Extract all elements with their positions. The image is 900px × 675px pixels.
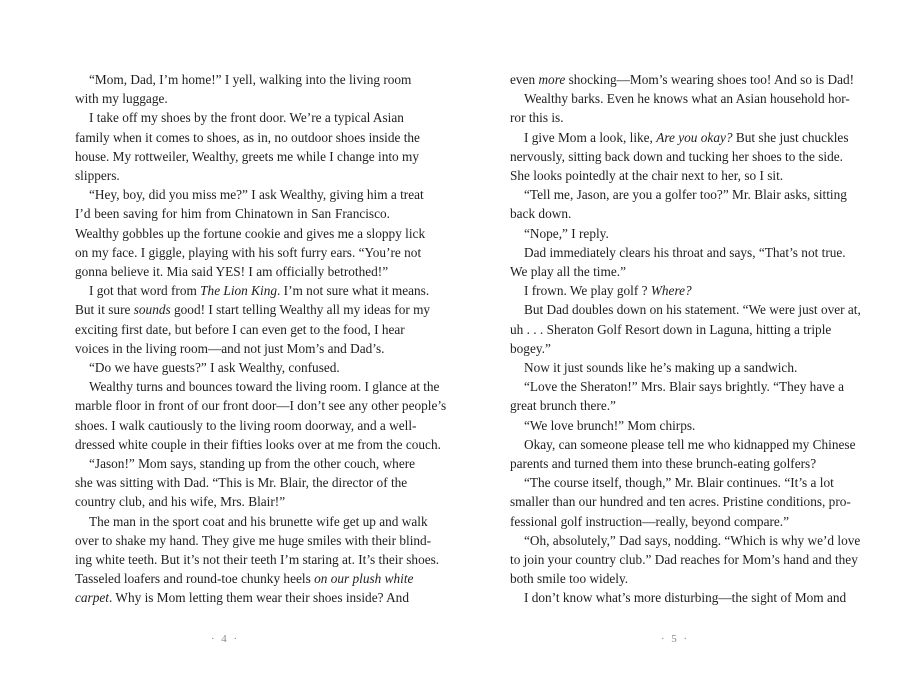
text-line: I frown. We play golf ? Where?	[524, 283, 692, 299]
text-line: But Dad doubles down on his statement. “We were just over at,	[524, 302, 861, 318]
text-line: Now it just sounds like he’s making up a sandwich.	[524, 360, 798, 376]
text-line: I don’t know what’s more disturbing—the sight of Mom and	[524, 590, 847, 606]
text-line: ror this is.	[510, 110, 564, 126]
text-line: “The course itself, though,” Mr. Blair continues. “It’s a lot	[524, 475, 834, 491]
text-line: But it sure sounds good! I start telling Wealthy all my ideas for my	[75, 302, 431, 318]
text-line: over to shake my hand. They give me huge smiles with their blind-	[75, 532, 432, 548]
text-line: even more shocking—Mom’s wearing shoes too! And so is Dad!	[510, 72, 855, 87]
text-line: both smile too widely.	[510, 571, 629, 587]
text-line: parents and turned them into these brunch-eating golfers?	[510, 456, 817, 472]
text-line: house. My rottweiler, Wealthy, greets me while I change into my	[75, 148, 420, 164]
page-number: · 4 ·	[210, 633, 240, 645]
text-line: “Jason!” Mom says, standing up from the other couch, where	[89, 456, 416, 472]
text-line: country club, and his wife, Mrs. Blair!”	[75, 494, 286, 510]
text-line: The man in the sport coat and his brunette wife get up and walk	[89, 513, 428, 529]
text-line: marble floor in front of our front door—I don’t see any other people’s	[75, 398, 447, 414]
text-line: Wealthy turns and bounces toward the living room. I glance at the	[89, 379, 440, 395]
text-line: “Tell me, Jason, are you a golfer too?” Mr. Blair asks, sitting	[524, 187, 847, 203]
text-line: Wealthy gobbles up the fortune cookie and gives me a sloppy lick	[75, 225, 426, 241]
text-line: She looks pointedly at the chair next to her, so I sit.	[510, 168, 784, 184]
text-line: Wealthy barks. Even he knows what an Asian household hor-	[524, 91, 850, 107]
text-line: exciting first date, but before I can even get to the food, I hear	[75, 321, 405, 337]
text-line: “Oh, absolutely,” Dad says, nodding. “Which is why we’d love	[524, 532, 861, 548]
text-line: back down.	[510, 206, 572, 222]
text-line: “Love the Sheraton!” Mrs. Blair says brightly. “They have a	[524, 379, 845, 395]
text-line: on my face. I giggle, playing with his soft furry ears. “You’re not	[75, 244, 422, 260]
text-line: with my luggage.	[75, 91, 168, 107]
text-line: bogey.”	[510, 340, 551, 356]
text-line: she was sitting with Dad. “This is Mr. Blair, the director of the	[75, 475, 408, 491]
text-line: Okay, can someone please tell me who kidnapped my Chinese	[524, 436, 856, 452]
text-line: “Do we have guests?” I ask Wealthy, confused.	[89, 360, 340, 376]
text-line: voices in the living room—and not just Mom’s and Dad’s.	[75, 340, 385, 356]
text-line: “Mom, Dad, I’m home!” I yell, walking into the living room	[89, 72, 412, 87]
right-page	[450, 0, 900, 675]
text-line: Dad immediately clears his throat and says, “That’s not true.	[524, 244, 846, 260]
text-line: great brunch there.”	[510, 398, 616, 414]
right-page-text	[510, 70, 861, 608]
text-line: uh . . . Sheraton Golf Resort down in Laguna, hitting a triple	[510, 321, 832, 337]
text-line: shoes. I walk cautiously to the living room doorway, and a well-	[75, 417, 417, 433]
text-line: smaller than our hundred and ten acres. Pristine conditions, pro-	[510, 494, 851, 510]
page-number: · 5 ·	[660, 633, 690, 645]
text-line: I give Mom a look, like, Are you okay? But she just chuckles	[524, 129, 849, 145]
text-line: dressed white couple in their fifties looks over at me from the couch.	[75, 436, 441, 452]
text-line: I’d been saving for him from Chinatown in San Francisco.	[75, 206, 390, 222]
text-line: I take off my shoes by the front door. We’re a typical Asian	[89, 110, 404, 126]
text-line: nervously, sitting back down and tucking her shoes to the side.	[510, 148, 843, 164]
left-page-text	[75, 70, 447, 608]
text-line: Tasseled loafers and round-toe chunky heels on our plush white	[75, 571, 414, 587]
text-line: I got that word from The Lion King. I’m not sure what it means.	[89, 283, 430, 299]
text-line: We play all the time.”	[510, 264, 626, 280]
text-line: gonna believe it. Mia said YES! I am officially betrothed!”	[75, 264, 389, 280]
text-line: carpet. Why is Mom letting them wear their shoes inside? And	[75, 590, 409, 606]
text-line: “We love brunch!” Mom chirps.	[524, 417, 696, 433]
text-line: to join your country club.” Dad reaches for Mom’s hand and they	[510, 552, 858, 568]
text-line: slippers.	[75, 168, 120, 184]
text-line: family when it comes to shoes, as in, no outdoor shoes inside the	[75, 129, 420, 145]
text-line: ing white teeth. But it’s not their teeth I’m staring at. It’s their shoes.	[75, 552, 440, 568]
text-line: “Hey, boy, did you miss me?” I ask Wealthy, giving him a treat	[89, 187, 424, 203]
text-line: “Nope,” I reply.	[524, 225, 609, 241]
text-line: fessional golf instruction—really, beyond compare.”	[510, 513, 790, 529]
